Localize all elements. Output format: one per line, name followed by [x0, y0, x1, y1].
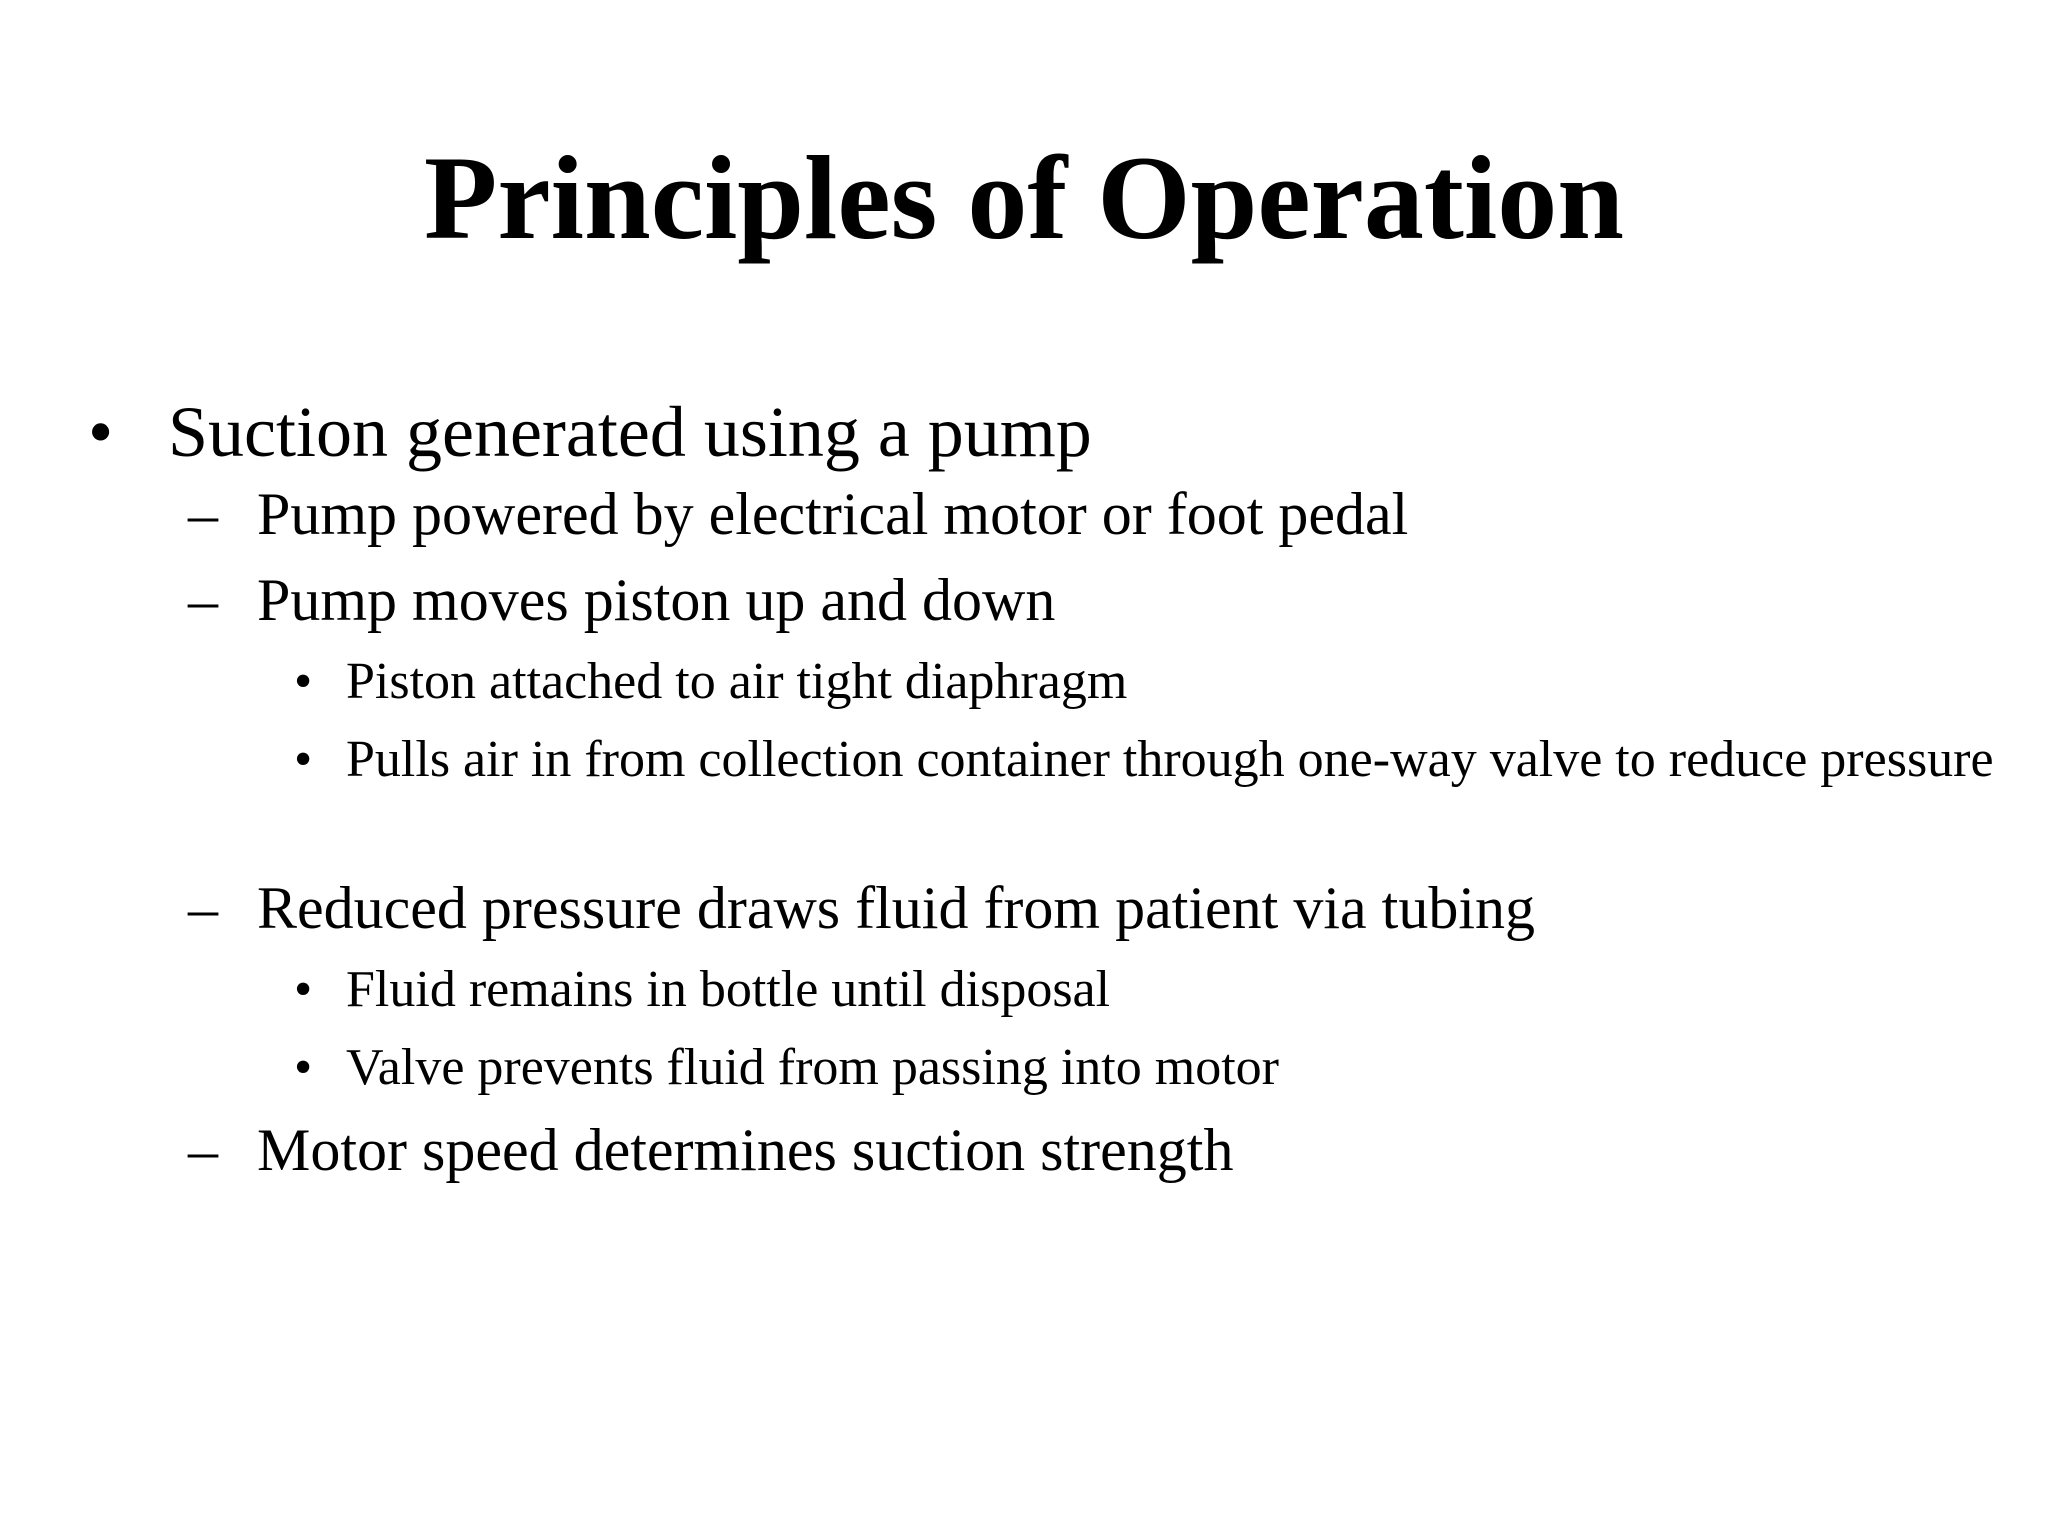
bullet-text: Piston attached to air tight diaphragm: [346, 653, 1128, 710]
bullet-text: Reduced pressure draws fluid from patient via tubing: [257, 875, 1535, 941]
bullet-dot-icon: •: [294, 731, 313, 788]
bullet-text: Pump powered by electrical motor or foot pedal: [257, 481, 1409, 547]
bullet-item-level-2: [0, 872, 2048, 958]
dash-icon: –: [188, 875, 218, 941]
bullet-text: Motor speed determines suction strength: [257, 1117, 1234, 1183]
bullet-dot-icon: •: [294, 653, 313, 710]
bullet-item-level-2: [0, 478, 2048, 564]
bullet-item-level-2: [0, 564, 2048, 650]
bullet-item-level-3: [0, 1036, 2048, 1114]
dash-icon: –: [188, 567, 218, 633]
dash-icon: –: [188, 1117, 218, 1183]
bullet-item-level-3: [0, 728, 2048, 872]
bullet-list: [0, 390, 2048, 1200]
bullet-item-level-2: [0, 1114, 2048, 1200]
bullet-item-level-1: [0, 390, 2048, 478]
slide-title: Principles of Operation: [424, 131, 1624, 264]
bullet-text: Pulls air in from collection container through one-way valve to reduce pressure: [346, 731, 1994, 788]
bullet-text: Valve prevents fluid from passing into motor: [346, 1039, 1279, 1096]
bullet-text: Fluid remains in bottle until disposal: [346, 961, 1111, 1018]
bullet-dot-icon: •: [88, 392, 114, 472]
bullet-item-level-3: [0, 958, 2048, 1036]
bullet-text: Suction generated using a pump: [168, 392, 1092, 472]
bullet-dot-icon: •: [294, 1039, 313, 1096]
bullet-item-level-3: [0, 650, 2048, 728]
dash-icon: –: [188, 481, 218, 547]
bullet-dot-icon: •: [294, 961, 313, 1018]
bullet-text: Pump moves piston up and down: [257, 567, 1056, 633]
